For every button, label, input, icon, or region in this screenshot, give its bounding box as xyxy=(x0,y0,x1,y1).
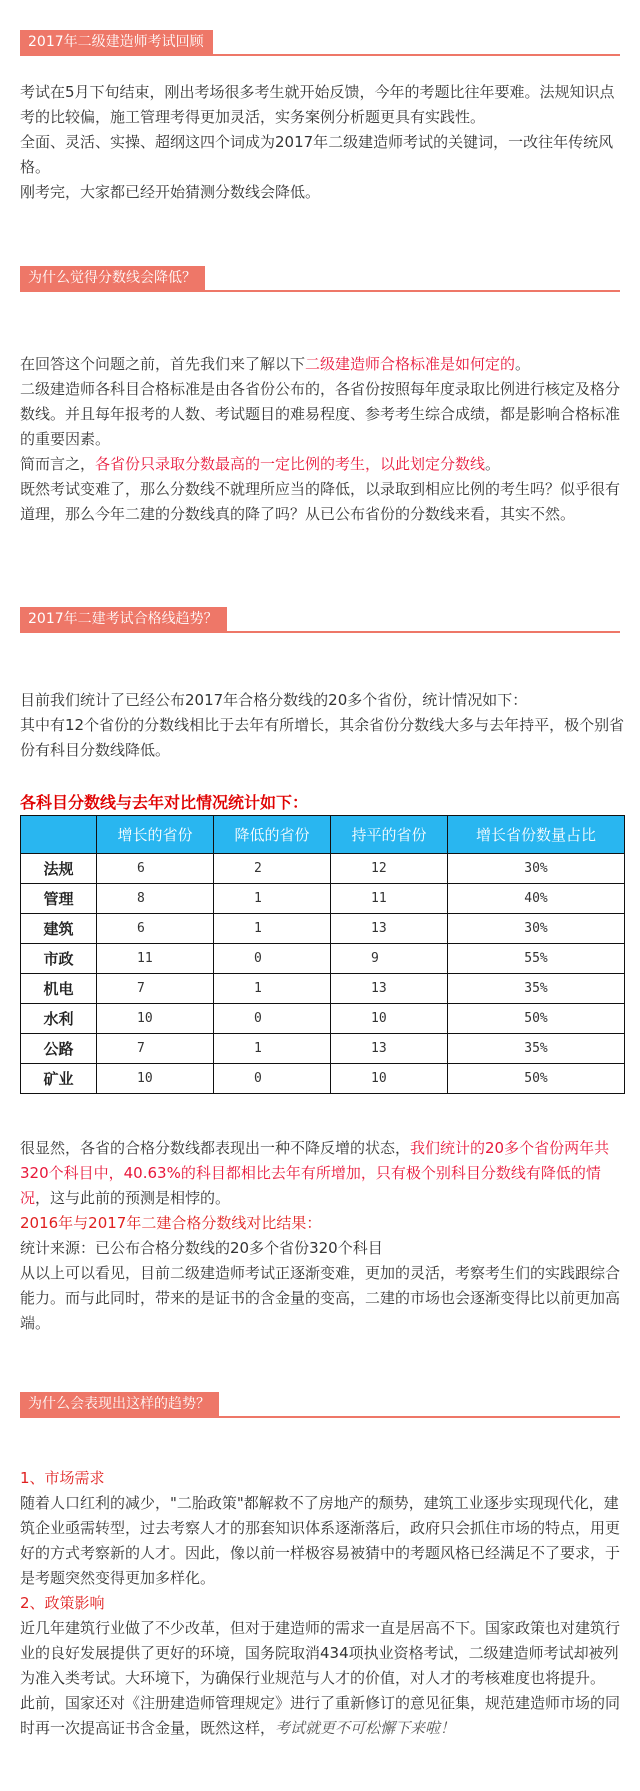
paragraph xyxy=(20,1136,625,1211)
emphasis-text: 二级建造师合格标准是如何定的 xyxy=(305,355,516,373)
table-header-cell: 降低的省份 xyxy=(214,816,331,854)
score-comparison-table xyxy=(20,815,625,1094)
subheading: 1、市场需求 xyxy=(20,1469,105,1487)
table-row xyxy=(21,884,625,914)
up-count-cell: 6 xyxy=(97,854,214,884)
table-title: 各科目分数线与去年对比情况统计如下： xyxy=(20,793,309,812)
table-header-cell: 增长省份数量占比 xyxy=(448,816,625,854)
up-ratio-cell: 35% xyxy=(448,974,625,1004)
flat-count-cell: 13 xyxy=(331,1034,448,1064)
table-row xyxy=(21,974,625,1004)
emphasis-heading: 2016年与2017年二建合格分数线对比结果： xyxy=(20,1214,322,1232)
text: 很显然，各省的合格分数线都表现出一种不降反增的状态， xyxy=(20,1139,411,1157)
subject-cell: 机电 xyxy=(21,974,97,1004)
section-header-why-lower xyxy=(20,266,620,292)
flat-count-cell: 10 xyxy=(331,1004,448,1034)
down-count-cell: 1 xyxy=(214,884,331,914)
paragraph: 刚考完，大家都已经开始猜测分数线会降低。 xyxy=(20,183,321,201)
down-count-cell: 2 xyxy=(214,854,331,884)
table-row xyxy=(21,944,625,974)
section-header-review xyxy=(20,30,620,56)
emphasis-text: 我们统计的20多个省份两年共320个科目中，40.63%的科目都相比去年有所增加，只有极个别科目分数线有降低的情况 xyxy=(20,1139,610,1207)
section-header-reasons xyxy=(20,1392,620,1418)
analysis-text xyxy=(20,1136,625,1336)
reasons-text xyxy=(20,1466,625,1741)
table-row xyxy=(21,1034,625,1064)
section-title: 为什么觉得分数线会降低？ xyxy=(20,266,205,290)
review-text xyxy=(20,80,625,205)
paragraph xyxy=(20,352,625,377)
why-lower-text xyxy=(20,352,625,527)
subject-cell: 建筑 xyxy=(21,914,97,944)
table-row xyxy=(21,854,625,884)
text: 在回答这个问题之前，首先我们来了解以下 xyxy=(20,355,306,373)
up-ratio-cell: 40% xyxy=(448,884,625,914)
flat-count-cell: 11 xyxy=(331,884,448,914)
closing-remark: 考试就更不可松懈下来啦！ xyxy=(275,1719,456,1737)
subject-cell: 法规 xyxy=(21,854,97,884)
emphasis-text: 各省份只录取分数最高的一定比例的考生，以此划定分数线 xyxy=(95,455,486,473)
paragraph: 全面、灵活、实操、超纲这四个词成为2017年二级建造师考试的关键词，一改往年传统风格。 xyxy=(20,133,614,176)
trend-text xyxy=(20,688,625,763)
up-ratio-cell: 55% xyxy=(448,944,625,974)
up-count-cell: 10 xyxy=(97,1064,214,1094)
flat-count-cell: 12 xyxy=(331,854,448,884)
flat-count-cell: 9 xyxy=(331,944,448,974)
flat-count-cell: 13 xyxy=(331,974,448,1004)
down-count-cell: 0 xyxy=(214,1064,331,1094)
subheading: 2、政策影响 xyxy=(20,1594,105,1612)
paragraph: 二级建造师各科目合格标准是由各省份公布的，各省份按照每年度录取比例进行核定及格分数线。并且每年报考的人数、考试题目的难易程度、参考考生综合成绩，都是影响合格标准的重要因素。 xyxy=(20,380,621,448)
up-count-cell: 7 xyxy=(97,974,214,1004)
down-count-cell: 1 xyxy=(214,974,331,1004)
table-header-cell: 增长的省份 xyxy=(97,816,214,854)
table-header-cell xyxy=(21,816,97,854)
table-header-row xyxy=(21,816,625,854)
section-header-trend xyxy=(20,607,620,633)
up-ratio-cell: 35% xyxy=(448,1034,625,1064)
table-row xyxy=(21,1064,625,1094)
flat-count-cell: 10 xyxy=(331,1064,448,1094)
down-count-cell: 0 xyxy=(214,944,331,974)
section-title: 为什么会表现出这样的趋势？ xyxy=(20,1392,219,1416)
down-count-cell: 1 xyxy=(214,1034,331,1064)
up-count-cell: 10 xyxy=(97,1004,214,1034)
paragraph: 随着人口红利的减少，"二胎政策"都解救不了房地产的颓势，建筑工业逐步实现现代化，建筑企业亟需转型，过去考察人才的那套知识体系逐渐落后，政府只会抓住市场的特点，用更好的方式考察新的人才。因此，像以前一样极容易被猜中的考题风格已经满足不了要求，于是考题突然变得更加多样化。 xyxy=(20,1494,621,1587)
up-count-cell: 6 xyxy=(97,914,214,944)
down-count-cell: 1 xyxy=(214,914,331,944)
down-count-cell: 0 xyxy=(214,1004,331,1034)
up-ratio-cell: 30% xyxy=(448,854,625,884)
subject-cell: 矿业 xyxy=(21,1064,97,1094)
paragraph xyxy=(20,452,625,477)
up-count-cell: 8 xyxy=(97,884,214,914)
table-header-cell: 持平的省份 xyxy=(331,816,448,854)
paragraph: 其中有12个省份的分数线相比于去年有所增长，其余省份分数线大多与去年持平，极个别省份有科目分数线降低。 xyxy=(20,716,625,759)
up-ratio-cell: 50% xyxy=(448,1064,625,1094)
subject-cell: 公路 xyxy=(21,1034,97,1064)
flat-count-cell: 13 xyxy=(331,914,448,944)
paragraph: 既然考试变难了，那么分数线不就理所应当的降低，以录取到相应比例的考生吗？似乎很有道理，那么今年二建的分数线真的降了吗？从已公布省份的分数线来看，其实不然。 xyxy=(20,480,621,523)
table-row xyxy=(21,914,625,944)
text: ，这与此前的预测是相悖的。 xyxy=(35,1189,231,1207)
section-title: 2017年二建考试合格线趋势？ xyxy=(20,607,227,631)
text: 简而言之， xyxy=(20,455,96,473)
paragraph: 统计来源：已公布合格分数线的20多个省份320个科目 xyxy=(20,1239,383,1257)
paragraph: 近几年建筑行业做了不少改革，但对于建造师的需求一直是居高不下。国家政策也对建筑行业的良好发展提供了更好的环境，国务院取消434项执业资格考试，二级建造师考试却被列为准入类考试。大环境下，为确保行业规范与人才的价值，对人才的考核难度也将提升。 xyxy=(20,1619,621,1687)
text: 此前，国家还对《注册建造师管理规定》进行了重新修订的意见征集，规范建造师市场的同时再一次提高证书含金量，既然这样， xyxy=(20,1694,621,1737)
table-row xyxy=(21,1004,625,1034)
up-count-cell: 11 xyxy=(97,944,214,974)
subject-cell: 水利 xyxy=(21,1004,97,1034)
text: 。 xyxy=(515,355,531,373)
up-ratio-cell: 50% xyxy=(448,1004,625,1034)
paragraph: 考试在5月下旬结束，刚出考场很多考生就开始反馈，今年的考题比往年要难。法规知识点考的比较偏，施工管理考得更加灵活，实务案例分析题更具有实践性。 xyxy=(20,83,615,126)
up-count-cell: 7 xyxy=(97,1034,214,1064)
text: 。 xyxy=(485,455,501,473)
paragraph: 目前我们统计了已经公布2017年合格分数线的20多个省份，统计情况如下： xyxy=(20,691,528,709)
subject-cell: 管理 xyxy=(21,884,97,914)
subject-cell: 市政 xyxy=(21,944,97,974)
section-title: 2017年二级建造师考试回顾 xyxy=(20,30,213,54)
up-ratio-cell: 30% xyxy=(448,914,625,944)
paragraph: 从以上可以看见，目前二级建造师考试正逐渐变难，更加的灵活，考察考生们的实践跟综合能力。而与此同时，带来的是证书的含金量的变高，二建的市场也会逐渐变得比以前更加高端。 xyxy=(20,1264,621,1332)
paragraph xyxy=(20,1691,625,1741)
